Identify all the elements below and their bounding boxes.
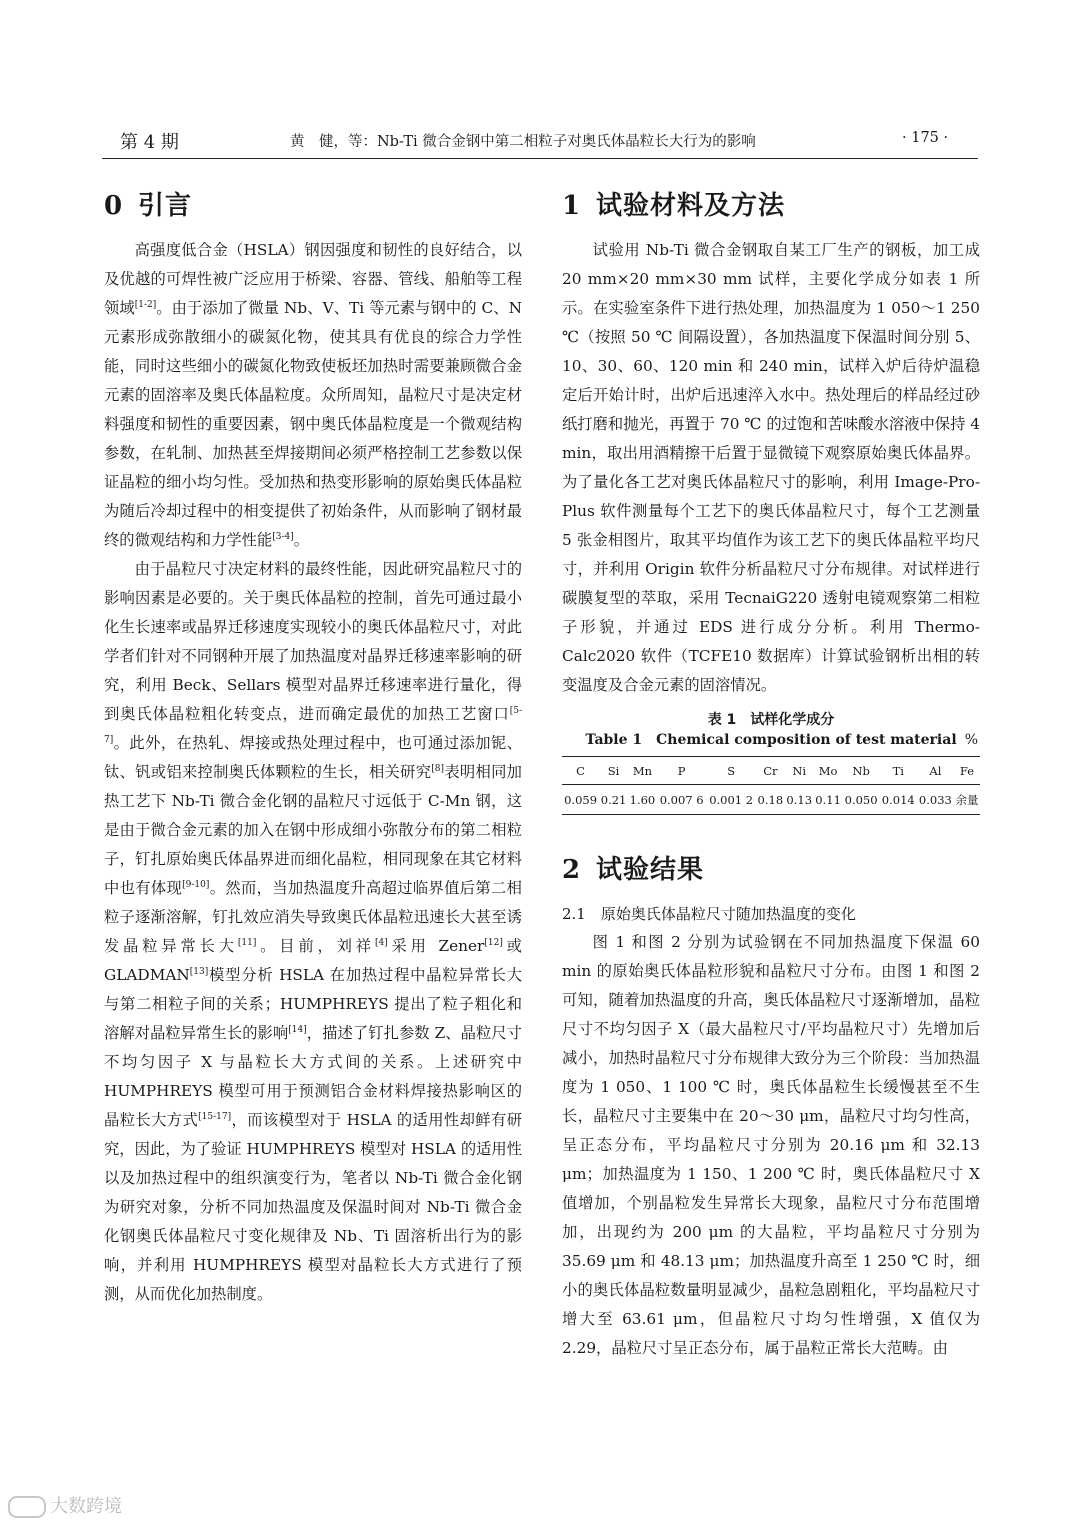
citation: [14]	[288, 1024, 307, 1035]
table-row	[562, 785, 980, 815]
citation: [3-4]	[272, 531, 294, 542]
citation: [8]	[431, 763, 445, 774]
section-heading-1	[562, 185, 980, 222]
citation: [13]	[189, 966, 209, 977]
methods-paragraph: 试验用 Nb-Ti 微合金钢取自某工厂生产的钢板，加工成 20 mm×20 mm×30 mm 试样，主要化学成分如表 1 所示。在实验室条件下进行热处理，加热温度为 1 050～1 250 ℃（按照 50 ℃ 间隔设置），各加热温度下保温时间分别 5、10、30、60、120 min 和 240 min，试样入炉后待炉温稳定后开始计时，出炉后迅速淬入水中。热处理后的样品经过砂纸打磨和抛光，再置于 70 ℃ 的过饱和苦味酸水溶液中保持 4 min，取出用酒精擦干后置于显微镜下观察原始奥氏体晶界。为了量化各工艺对奥氏体晶粒尺寸的影响，利用 Image-Pro-Plus 软件测量每个工艺下的奥氏体晶粒尺寸，每个工艺测量 5 张金相图片，取其平均值作为该工艺下的奥氏体晶粒平均尺寸，并利用 Origin 软件分析晶粒尺寸分布规律。对试样进行碳膜复型的萃取，采用 TecnaiG220 透射电镜观察第二相粒子形貌，并通过 EDS 进行成分分析。利用 Thermo-Calc2020 软件（TCFE10 数据库）计算试验钢析出相的转变温度及合金元素的固溶情况。	[562, 241, 980, 694]
watermark	[8, 1492, 122, 1518]
running-title: 黄 健，等：Nb-Ti 微合金钢中第二相粒子对奥氏体晶粒长大行为的影响	[290, 134, 756, 150]
table-header-row	[562, 757, 980, 785]
table-caption-cn: 表 1 试样化学成分	[707, 712, 835, 728]
section-title: 试验材料及方法	[596, 191, 786, 221]
watermark-text: 大数跨境	[50, 1496, 122, 1517]
section-number: 1	[562, 191, 582, 221]
table-1	[562, 710, 980, 815]
table-cell: 1.60	[629, 792, 656, 807]
table-cell: 0.014	[881, 792, 915, 807]
citation: [15-17]	[198, 1111, 232, 1122]
col-header: C	[576, 763, 585, 778]
citation: [4]	[374, 937, 388, 948]
running-header	[0, 128, 1080, 158]
col-header: Mn	[632, 763, 653, 778]
table-cell: 0.21	[600, 792, 627, 807]
col-header: P	[677, 763, 686, 778]
citation: [1-2]	[134, 299, 157, 310]
intro-paragraph-1: 高强度低合金（HSLA）钢因强度和韧性的良好结合，以及优越的可焊性被广泛应用于桥梁、容器、管线、船舶等工程领域[1-2]。由于添加了微量 Nb、V、Ti 等元素与钢中的 C、N 元素形成弥散细小的碳氮化物，使其具有优良的综合力学性能，同时这些细小的碳氮化物致使板坯加热时需要兼顾微合金元素的固溶率及奥氏体晶粒度。众所周知，晶粒尺寸是决定材料强度和韧性的重要因素，钢中奥氏体晶粒度是一个微观结构参数，在轧制、加热甚至焊接期间必须严格控制工艺参数以保证晶粒的细小均匀性。受加热和热变形影响的原始奥氏体晶粒为随后冷却过程中的相变提供了初始条件，从而影响了钢材最终的微观结构和力学性能[3-4]。	[104, 241, 522, 549]
table-caption-en: Table 1 Chemical composition of test material %	[585, 732, 978, 748]
section-heading-2	[562, 849, 980, 886]
subsection-heading: 2.1 原始奥氏体晶粒尺寸随加热温度的变化	[562, 905, 856, 923]
table-cell: 0.18	[757, 792, 784, 807]
table-cell: 0.001 2	[709, 792, 754, 807]
table-cell: 0.007 6	[659, 792, 704, 807]
table-cell: 余量	[955, 792, 979, 807]
citation: [12]	[484, 937, 503, 948]
intro-paragraph-2: 由于晶粒尺寸决定材料的最终性能，因此研究晶粒尺寸的影响因素是必要的。关于奥氏体晶粒的控制，首先可通过最小化生长速率或晶界迁移速度实现较小的奥氏体晶粒尺寸，对此学者们针对不同钢种开展了加热温度对晶界迁移速率影响的研究，利用 Beck、Sellars 模型对晶界迁移速率进行量化，得到奥氏体晶粒粗化转变点，进而确定最优的加热工艺窗口[5-7]。此外，在热轧、焊接或热处理过程中，也可通过添加铌、钛、钒或铝来控制奥氏体颗粒的生长，相关研究[8]表明相同加热工艺下 Nb-Ti 微合金化钢的晶粒尺寸远低于 C-Mn 钢，这是由于微合金元素的加入在钢中形成细小弥散分布的第二相粒子，钉扎原始奥氏体晶界进而细化晶粒，相同现象在其它材料中也有体现[9-10]。然而，当加热温度升高超过临界值后第二相粒子逐渐溶解，钉扎效应消失导致奥氏体晶粒迅速长大甚至诱发晶粒异常长大[11]。目前，刘祥[4]采用 Zener[12]或 GLADMAN[13]模型分析 HSLA 在加热过程中晶粒异常长大与第二相粒子间的关系；HUMPHREYS 提出了粒子粗化和溶解对晶粒异常生长的影响[14]，描述了钉扎参数 Z、晶粒尺寸不均匀因子 X 与晶粒长大方式间的关系。上述研究中 HUMPHREYS 模型可用于预测铝合金材料焊接热影响区的晶粒长大方式[15-17]，而该模型对于 HSLA 的适用性却鲜有研究，因此，为了验证 HUMPHREYS 模型对 HSLA 的适用性以及加热过程中的组织演变行为，笔者以 Nb-Ti 微合金化钢为研究对象，分析不同加热温度及保温时间对 Nb-Ti 微合金化钢奥氏体晶粒尺寸变化规律及 Nb、Ti 固溶析出行为的影响，并利用 HUMPHREYS 模型对晶粒长大方式进行了预测，从而优化加热制度。	[104, 560, 523, 1303]
right-column	[562, 185, 980, 1363]
col-header: Fe	[959, 763, 975, 778]
col-header: Ti	[892, 763, 904, 778]
section-number: 2	[562, 855, 582, 885]
col-header: S	[727, 763, 736, 778]
citation: [5-7]	[104, 705, 522, 745]
table-cell: 0.059	[564, 792, 598, 807]
col-header: Nb	[852, 763, 870, 778]
table-cell: 0.050	[844, 792, 878, 807]
citation: [11]	[237, 937, 257, 948]
composition-table	[562, 756, 980, 815]
section-number: 0	[104, 191, 124, 221]
col-header: Ni	[792, 763, 807, 778]
section-heading-0	[104, 185, 522, 222]
section-title: 试验结果	[596, 855, 705, 885]
header-rule	[102, 158, 978, 159]
table-cell: 0.033	[918, 792, 952, 807]
citation: [9-10]	[182, 879, 210, 890]
col-header: Si	[607, 763, 620, 778]
col-header: Mo	[818, 763, 838, 778]
table-cell: 0.13	[786, 792, 813, 807]
watermark-logo-icon	[8, 1496, 46, 1518]
col-header: Cr	[763, 763, 778, 778]
table-cell: 0.11	[815, 792, 841, 807]
issue-number: 第 4 期	[120, 132, 179, 153]
table-unit: %	[964, 732, 978, 748]
col-header: Al	[929, 763, 942, 778]
section-title: 引言	[138, 191, 193, 221]
page-number: · 175 ·	[902, 130, 949, 146]
results-paragraph: 图 1 和图 2 分别为试验钢在不同加热温度下保温 60 min 的原始奥氏体晶粒形貌和晶粒尺寸分布。由图 1 和图 2 可知，随着加热温度的升高，奥氏体晶粒尺寸逐渐增加，晶粒尺寸不均匀因子 X（最大晶粒尺寸/平均晶粒尺寸）先增加后减小，加热时晶粒尺寸分布规律大致分为三个阶段：当加热温度为 1 050、1 100 ℃ 时，奥氏体晶粒生长缓慢甚至不生长，晶粒尺寸主要集中在 20～30 μm，晶粒尺寸均匀性高，呈正态分布，平均晶粒尺寸分别为 20.16 μm 和 32.13 μm；加热温度为 1 150、1 200 ℃ 时，奥氏体晶粒尺寸 X 值增加，个别晶粒发生异常长大现象，晶粒尺寸分布范围增加，出现约为 200 μm 的大晶粒，平均晶粒尺寸分别为 35.69 μm 和 48.13 μm；加热温度升高至 1 250 ℃ 时，细小的奥氏体晶粒数量明显减少，晶粒急剧粗化，平均晶粒尺寸增大至 63.61 μm，但晶粒尺寸均匀性增强，X 值仅为 2.29，晶粒尺寸呈正态分布，属于晶粒正常长大范畴。由	[562, 933, 980, 1357]
left-column	[104, 185, 522, 1309]
